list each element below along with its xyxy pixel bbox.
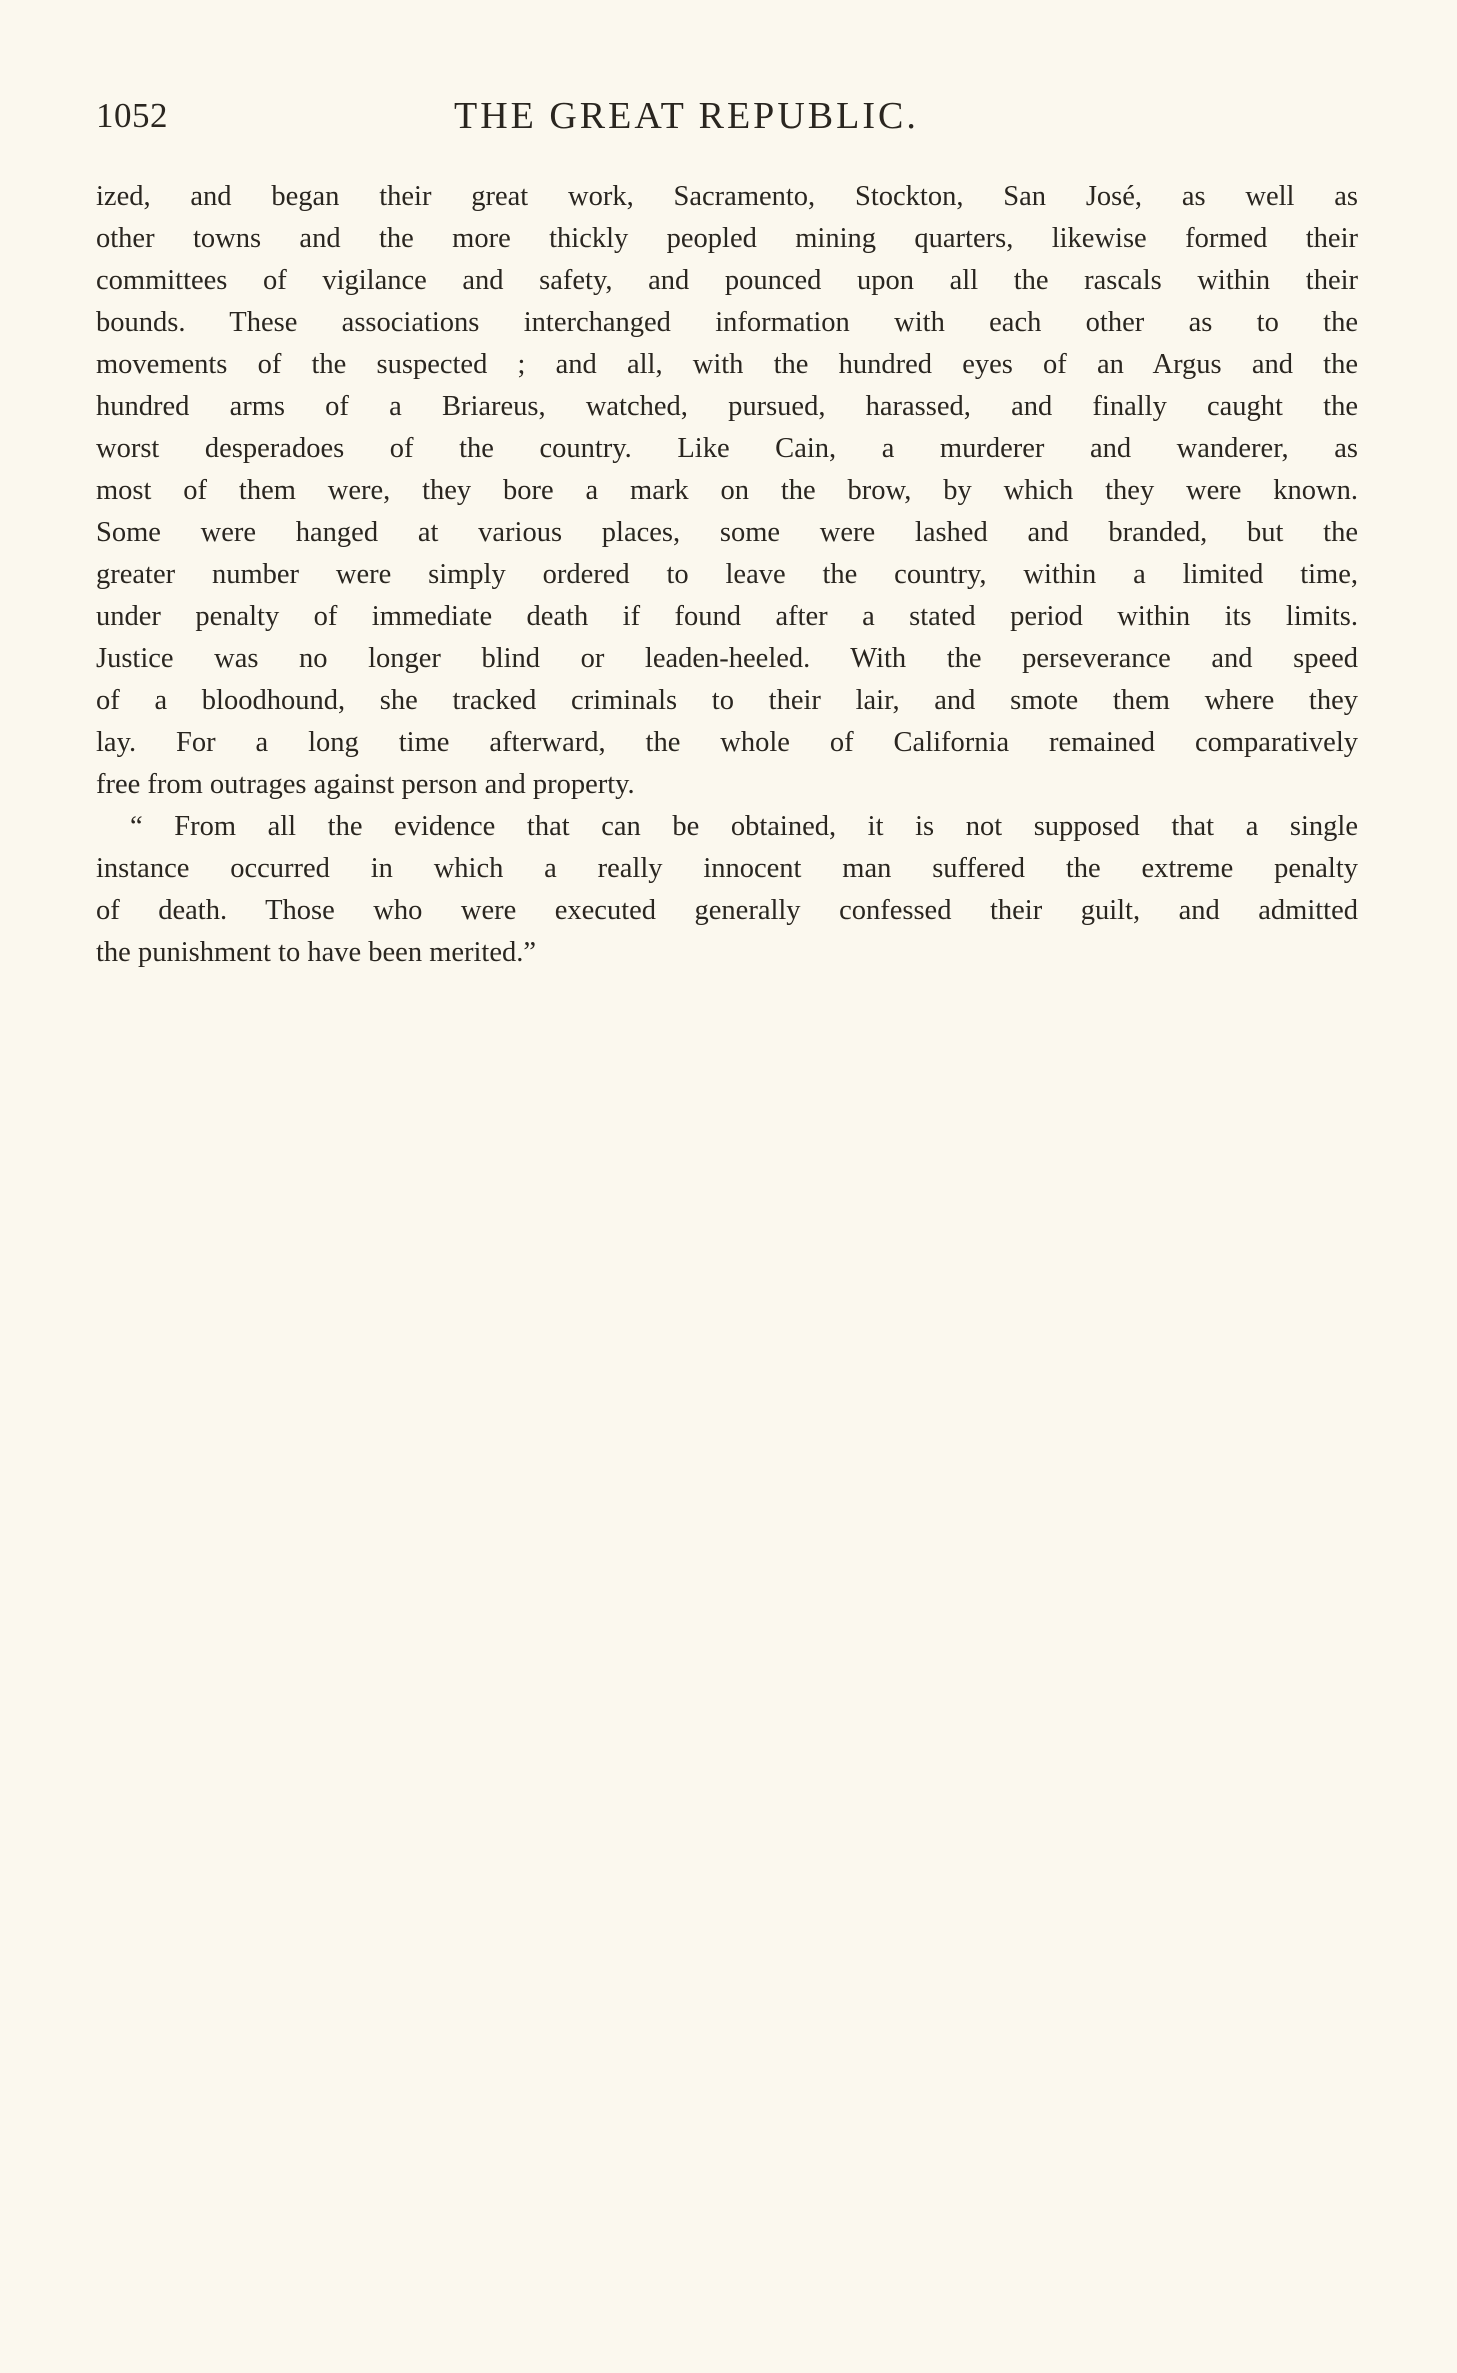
page-header xyxy=(96,92,1016,140)
text-line: lay. For a long time afterward, the whole of California remained comparatively xyxy=(96,727,1358,758)
text-line: of death. Those who were executed generally confessed their guilt, and admitted xyxy=(96,895,1358,926)
text-line: the punishment to have been merited.” xyxy=(96,937,537,968)
body-text xyxy=(96,176,1358,974)
text-line: “ From all the evidence that can be obtained, it is not supposed that a single xyxy=(130,811,1358,842)
page-number: 1052 xyxy=(96,96,168,135)
text-line: Justice was no longer blind or leaden-heeled. With the perseverance and speed xyxy=(96,643,1358,674)
text-line: instance occurred in which a really innocent man suffered the extreme penalty xyxy=(96,853,1358,884)
text-line: hundred arms of a Briareus, watched, pursued, harassed, and finally caught the xyxy=(96,391,1358,422)
text-line: committees of vigilance and safety, and pounced upon all the rascals within their xyxy=(96,265,1358,296)
text-line: free from outrages against person and property. xyxy=(96,769,635,800)
text-line: under penalty of immediate death if found after a stated period within its limits. xyxy=(96,601,1358,632)
text-line: ized, and began their great work, Sacramento, Stockton, San José, as well as xyxy=(96,181,1358,212)
running-title: THE GREAT REPUBLIC. xyxy=(454,95,919,137)
text-line: bounds. These associations interchanged information with each other as to the xyxy=(96,307,1358,338)
text-line: movements of the suspected ; and all, with the hundred eyes of an Argus and the xyxy=(96,349,1358,380)
text-line: most of them were, they bore a mark on the brow, by which they were known. xyxy=(96,475,1358,506)
text-line: other towns and the more thickly peopled mining quarters, likewise formed their xyxy=(96,223,1358,254)
text-line: worst desperadoes of the country. Like Cain, a murderer and wanderer, as xyxy=(96,433,1358,464)
text-line: of a bloodhound, she tracked criminals to their lair, and smote them where they xyxy=(96,685,1358,716)
text-line: Some were hanged at various places, some were lashed and branded, but the xyxy=(96,517,1358,548)
text-line: greater number were simply ordered to leave the country, within a limited time, xyxy=(96,559,1358,590)
